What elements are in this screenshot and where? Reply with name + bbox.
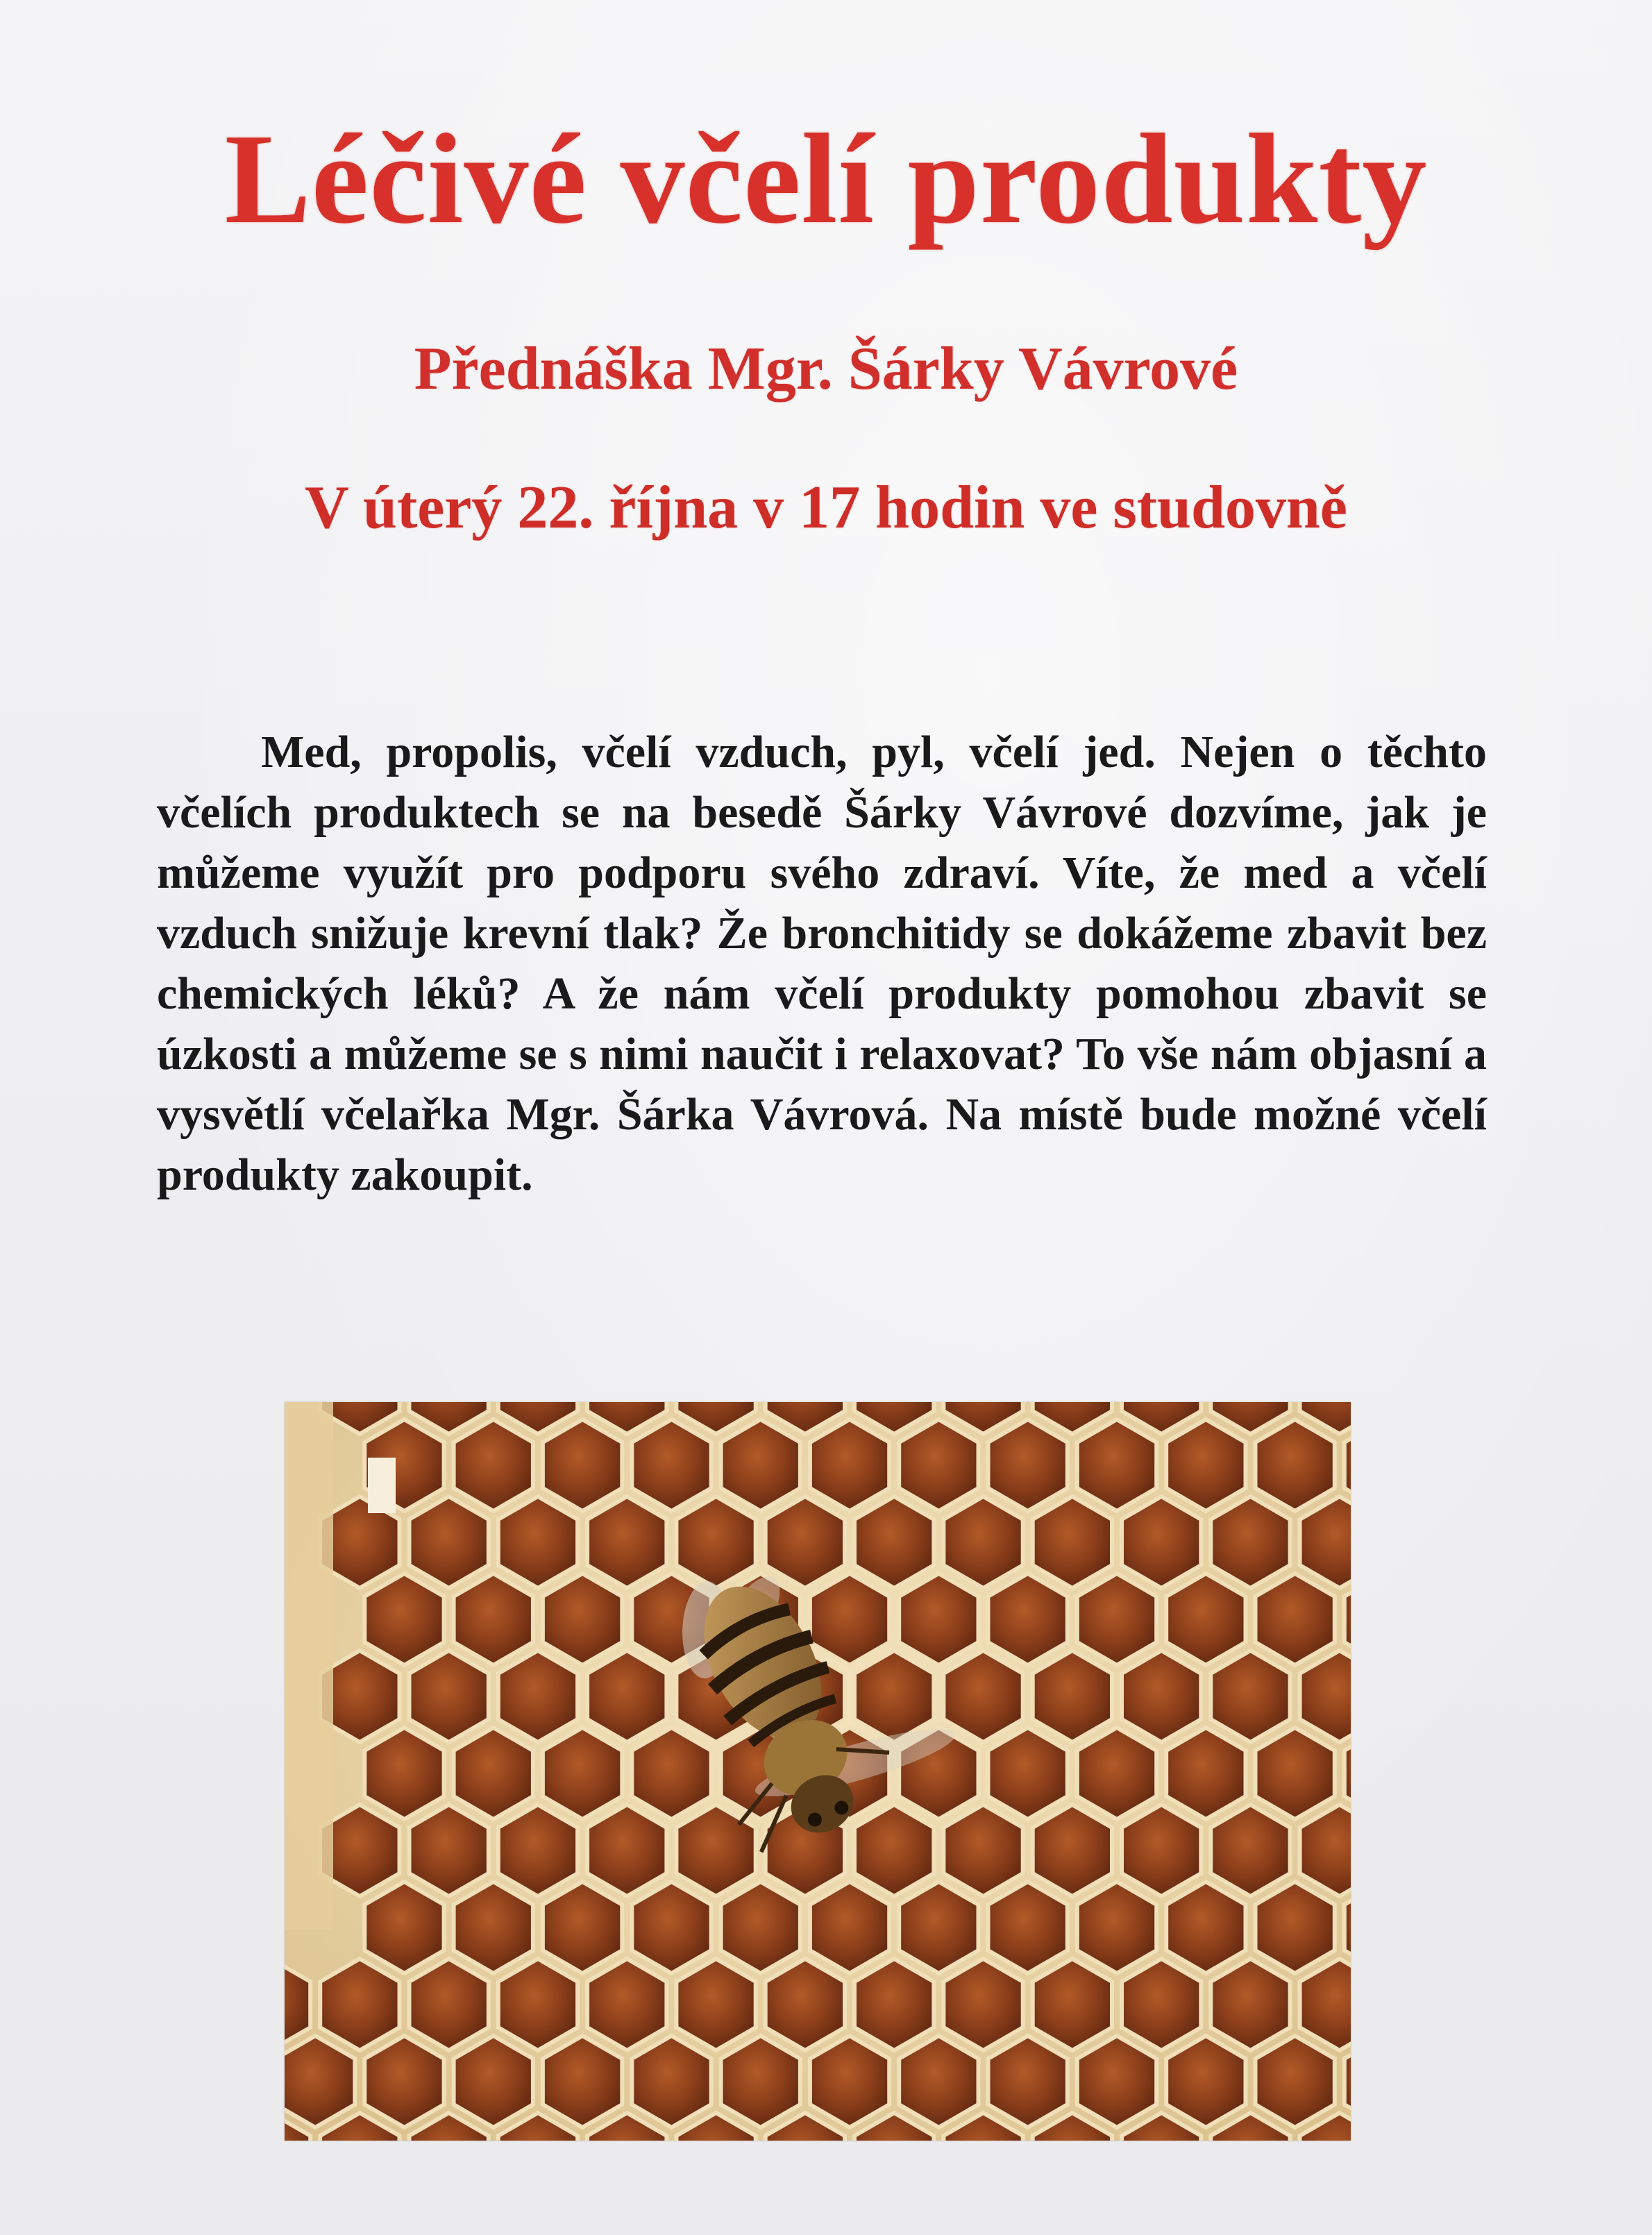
honeycomb-cell [854, 1959, 934, 2050]
honeycomb-cell [632, 1728, 711, 1819]
honeycomb-cell [988, 1728, 1068, 1819]
honeycomb-cell [454, 1882, 533, 1973]
honeycomb-cell [854, 1651, 934, 1742]
honeycomb-cell [364, 1574, 444, 1665]
honeycomb-cell [854, 1805, 934, 1896]
honeycomb-cell [364, 2036, 444, 2127]
honeycomb-cell [766, 1959, 845, 2050]
honeycomb-cell [543, 1419, 622, 1511]
honeycomb-cell [943, 1805, 1022, 1896]
honeycomb-cell [721, 1882, 800, 1973]
honeycomb-cell [587, 1651, 666, 1742]
honeycomb-cell [454, 1419, 533, 1511]
honeycomb-cell [1033, 1805, 1112, 1896]
honeycomb-cell [1122, 1805, 1201, 1896]
honeycomb-bee-photo [285, 1402, 1351, 2141]
honeycomb-cell [587, 1805, 666, 1896]
honeycomb-cell [676, 1496, 755, 1588]
honeycomb-cell [988, 1882, 1068, 1973]
honeycomb-cell [498, 1805, 578, 1896]
honeycomb-cell [721, 1419, 800, 1511]
honeycomb-cell [587, 1496, 666, 1588]
honeycomb-cell [1211, 1651, 1290, 1742]
honeycomb-cell [721, 2036, 800, 2127]
honeycomb-cell [1166, 1574, 1245, 1665]
honeycomb-cell [364, 1882, 444, 1973]
honeycomb-cell [1256, 1419, 1335, 1511]
honeycomb-cell [1077, 1728, 1156, 1819]
honeycomb-cell [1122, 1651, 1201, 1742]
honeycomb-cell [899, 1419, 978, 1511]
description-paragraph: Med, propolis, včelí vzduch, pyl, včelí jed. Nejen o těchto včelích produktech se na besedě Šárky Vávrové dozvíme, jak je můžeme využít pro podporu svého zdraví. Víte, že med a včelí vzduch snižuje krevní tlak? Že bronchitidy se dokážeme zbavit bez chemických léků? A že nám včelí produkty pomohou zbavit se úzkosti a můžeme se s nimi naučit i relaxovat? To vše nám objasní a vysvětlí včelařka Mgr. Šárka Vávrová. Na místě bude možné včelí produkty zakoupit. [157, 727, 1487, 1200]
honeycomb-cell [1256, 1574, 1335, 1665]
honeycomb-cell [543, 1882, 622, 1973]
honeycomb-cell [810, 1882, 889, 1973]
honeycomb-cell [943, 1959, 1022, 2050]
honeycomb-cell [498, 1496, 578, 1588]
honeycomb-cell [364, 1728, 444, 1819]
honeycomb-cell [498, 1651, 578, 1742]
honeycomb-cell [1033, 1651, 1112, 1742]
lecture-speaker: Přednáška Mgr. Šárky Vávrové [414, 335, 1238, 403]
honeycomb-cell [410, 1496, 489, 1588]
honeycomb-cell [410, 1651, 489, 1742]
honeycomb-cell [766, 1496, 845, 1588]
honeycomb-cell [988, 1574, 1068, 1665]
honeycomb-cell [1033, 1496, 1112, 1588]
honeycomb-cell [410, 1805, 489, 1896]
honeycomb-cell [1077, 1419, 1156, 1511]
honeycomb-cell [1256, 2036, 1335, 2127]
honeycomb-illustration [285, 1402, 1351, 2141]
honeycomb-cell [1166, 1882, 1245, 1973]
honeycomb-cell [1166, 1419, 1245, 1511]
honeycomb-cell [1256, 1882, 1335, 1973]
honeycomb-cell [454, 1574, 533, 1665]
honeycomb-cell [410, 1959, 489, 2050]
honeycomb-cell [543, 1574, 622, 1665]
honeycomb-cell [1166, 2036, 1245, 2127]
honeycomb-cell [587, 1959, 666, 2050]
honeycomb-cell [943, 1651, 1022, 1742]
honeycomb-cell [810, 2036, 889, 2127]
honeycomb-cell [810, 1419, 889, 1511]
honeycomb-cell [810, 1574, 889, 1665]
honeycomb-cell [1122, 1959, 1201, 2050]
honeycomb-cell [854, 1496, 934, 1588]
honeycomb-cell [498, 1959, 578, 2050]
honeycomb-cell [632, 1882, 711, 1973]
event-date-time: V úterý 22. října v 17 hodin ve studovně [305, 474, 1347, 541]
poster-title: Léčivé včelí produkty [224, 108, 1428, 251]
honeycomb-cell [899, 1574, 978, 1665]
honeycomb-cell [943, 1496, 1022, 1588]
honeycomb-cell [1077, 2036, 1156, 2127]
honeycomb-cell [1033, 1959, 1112, 2050]
honeycomb-cell [1211, 1496, 1290, 1588]
honeycomb-cell [1256, 1728, 1335, 1819]
honeycomb-cell [543, 1728, 622, 1819]
honeycomb-cell [1211, 1959, 1290, 2050]
honeycomb-cell [454, 2036, 533, 2127]
honeycomb-cell [988, 1419, 1068, 1511]
honeycomb-cell [1077, 1882, 1156, 1973]
honeycomb-cell [899, 1882, 978, 1973]
honeycomb-cell [1077, 1574, 1156, 1665]
honeycomb-cell [899, 2036, 978, 2127]
honeycomb-cell [454, 1728, 533, 1819]
honeycomb-cell [320, 1959, 399, 2050]
honeycomb-cell [543, 2036, 622, 2127]
honeycomb-cell [1166, 1728, 1245, 1819]
honeycomb-cell [632, 2036, 711, 2127]
honeycomb-cell [988, 2036, 1068, 2127]
honeycomb-cell [632, 1419, 711, 1511]
honeycomb-cell [1122, 1496, 1201, 1588]
honeycomb-cell [676, 1959, 755, 2050]
honeycomb-cell [1211, 1805, 1290, 1896]
